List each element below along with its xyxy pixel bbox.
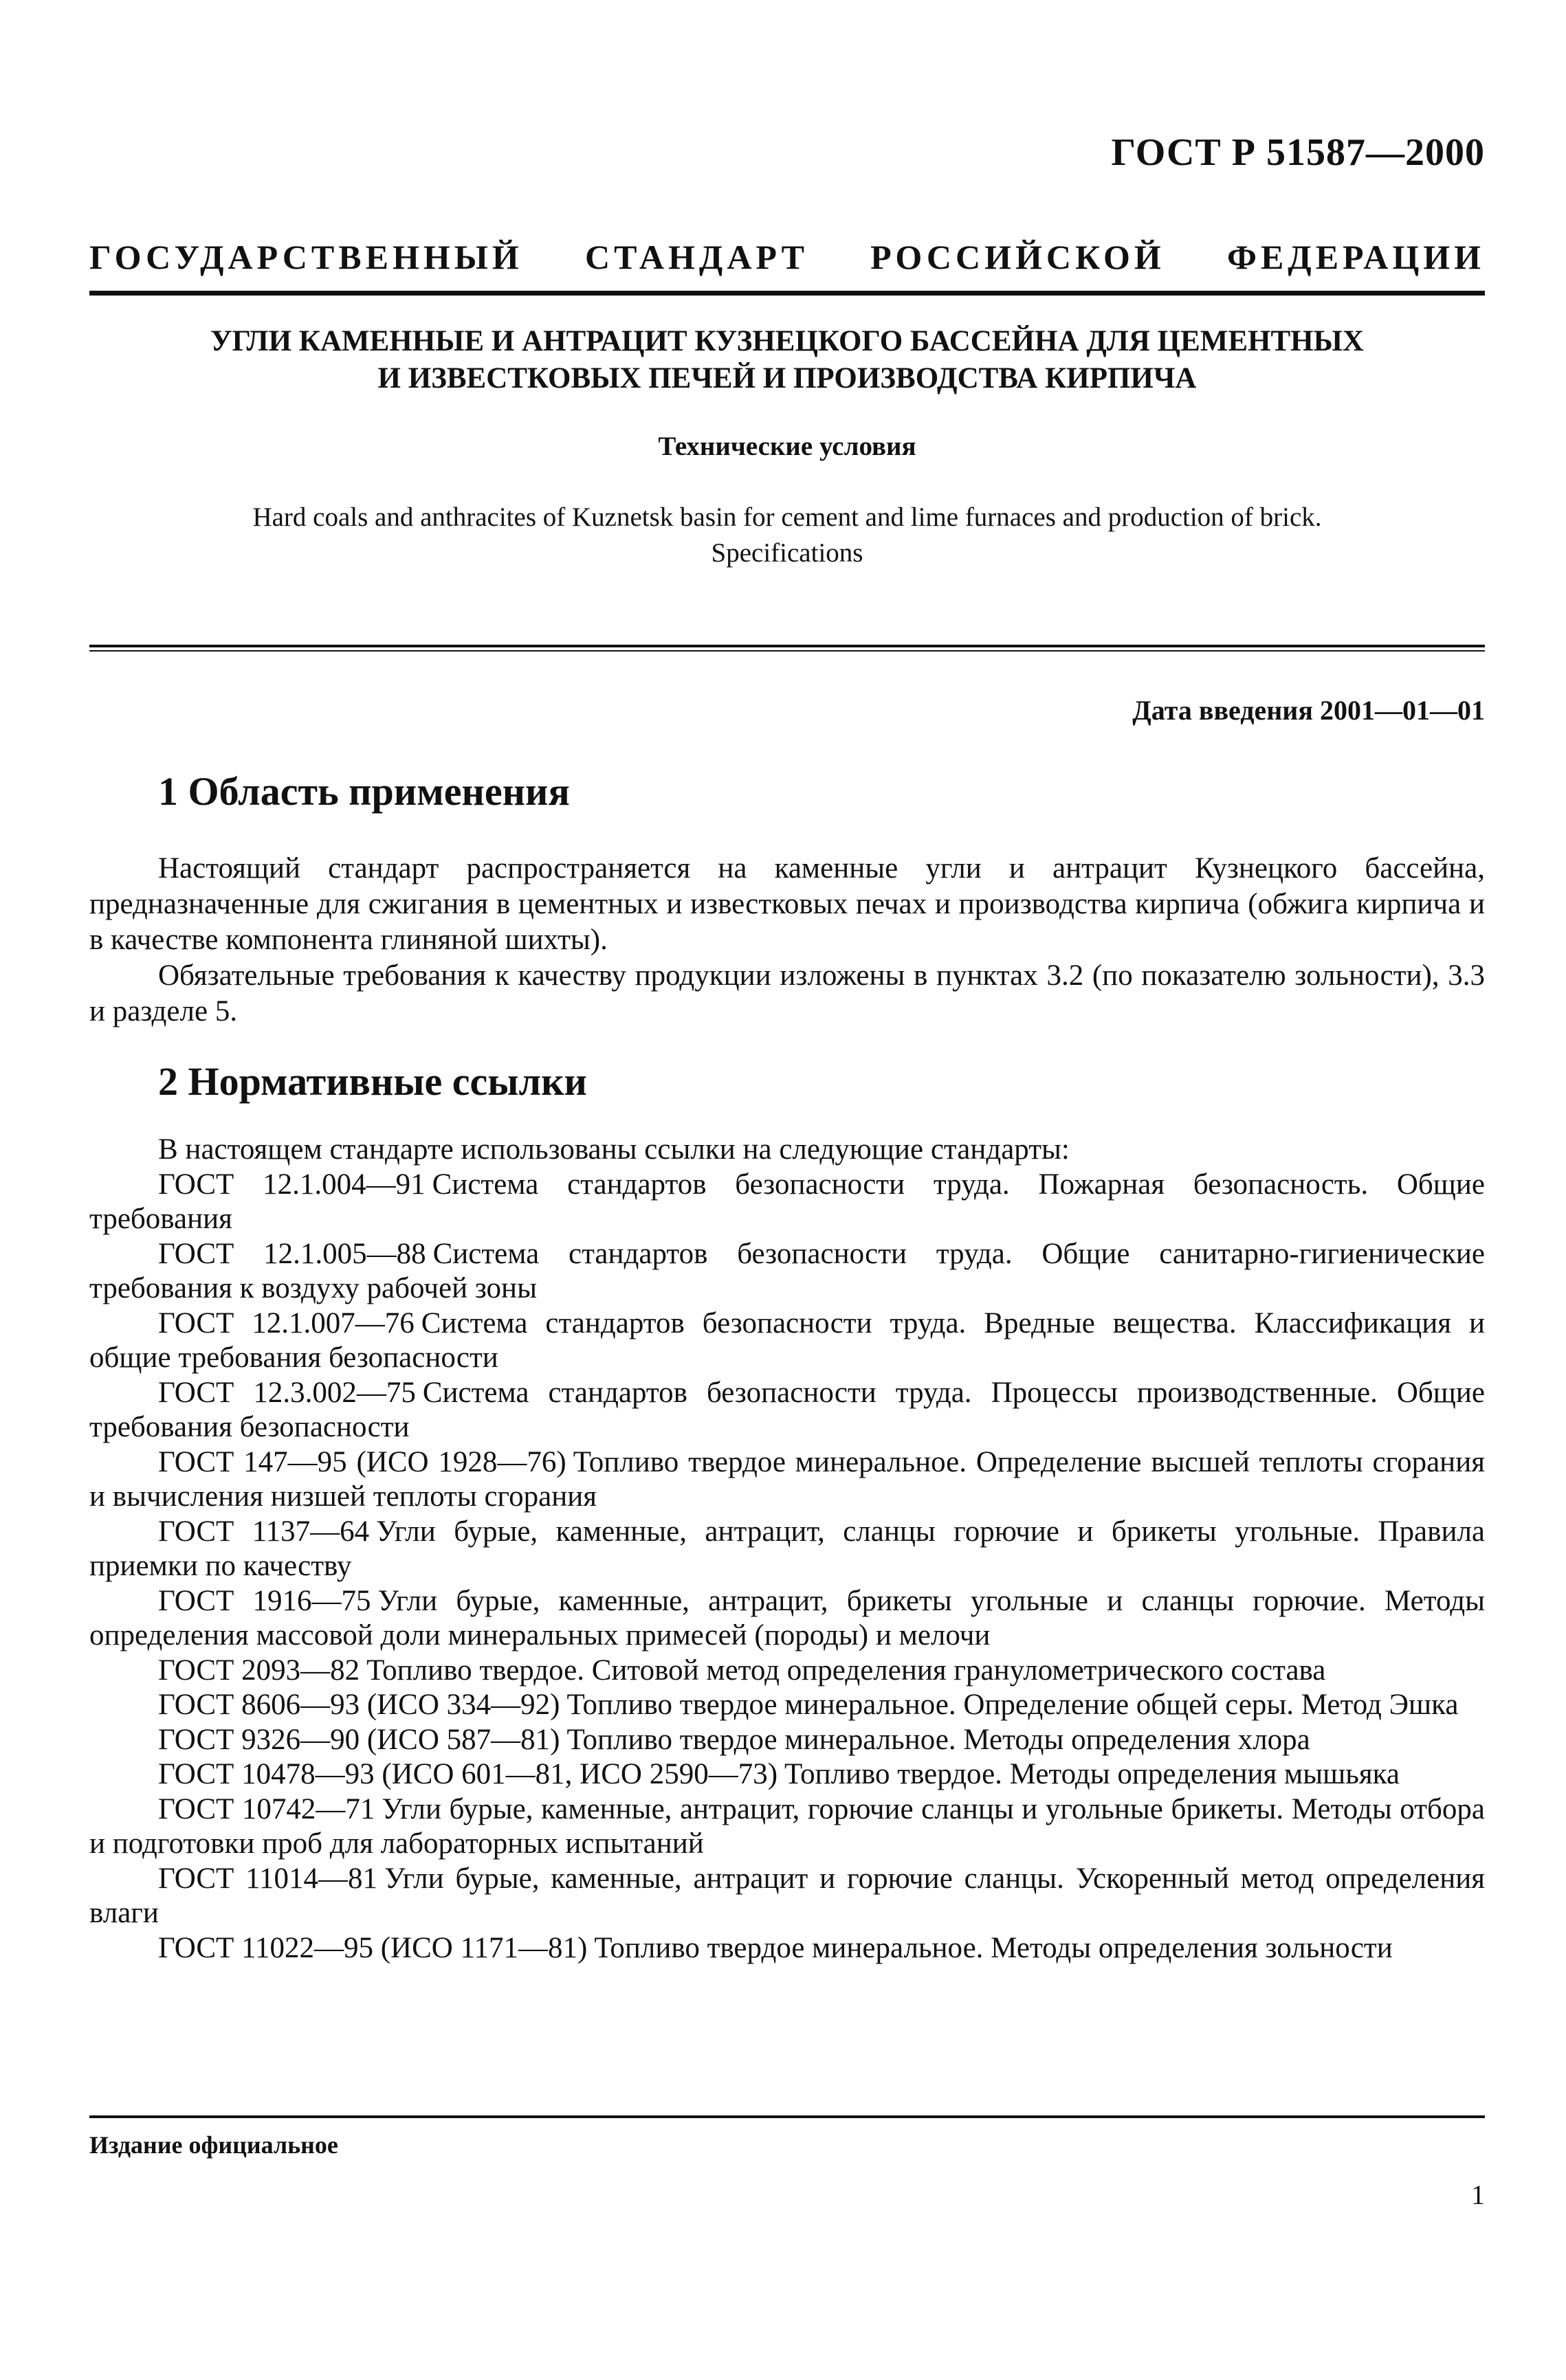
reference-code: ГОСТ 10478—93 (ИСО 601—81, ИСО 2590—73) (158, 1758, 778, 1790)
reference-item (89, 1376, 1485, 1445)
reference-code: ГОСТ 11022—95 (ИСО 1171—81) (158, 1931, 588, 1964)
reference-item (89, 1306, 1485, 1376)
reference-code: ГОСТ 2093—82 (158, 1654, 360, 1687)
reference-text: Система стандартов безопасности труда. Пожарная безопасность. Общие требования (89, 1168, 1485, 1235)
english-title (89, 500, 1485, 571)
reference-item (89, 1723, 1485, 1758)
reference-text: Топливо твердое минеральное. Определение высшей теплоты сгорания и вычисления низшей теплоты сгорания (89, 1445, 1485, 1513)
introduction-date: Дата введения 2001—01—01 (1132, 695, 1485, 726)
title-line-2: И ИЗВЕСТКОВЫХ ПЕЧЕЙ И ПРОИЗВОДСТВА КИРПИЧА (377, 362, 1197, 394)
state-standard-heading: ГОСУДАРСТВЕННЫЙ СТАНДАРТ РОССИЙСКОЙ ФЕДЕРАЦИИ (89, 238, 1485, 276)
title-line-1: УГЛИ КАМЕННЫЕ И АНТРАЦИТ КУЗНЕЦКОГО БАССЕЙНА ДЛЯ ЦЕМЕНТНЫХ (210, 325, 1364, 357)
reference-code: ГОСТ 8606—93 (ИСО 334—92) (158, 1689, 560, 1721)
reference-item (89, 1862, 1485, 1931)
official-edition-label: Издание официальное (89, 2131, 338, 2159)
reference-text: Топливо твердое. Ситовой метод определения гранулометрического состава (366, 1654, 1326, 1687)
reference-text: Угли бурые, каменные, антрацит, горючие сланцы и угольные брикеты. Методы отбора и подготовки проб для лабораторных испытаний (89, 1792, 1485, 1860)
references-intro: В настоящем стандарте использованы ссылки на следующие стандарты: (158, 1133, 1070, 1166)
reference-text: Система стандартов безопасности труда. Общие санитарно-гигиенические требования к воздуху рабочей зоны (89, 1237, 1485, 1304)
reference-code: ГОСТ 9326—90 (ИСО 587—81) (158, 1723, 560, 1756)
section-2-heading: 2 Нормативные ссылки (158, 1059, 587, 1104)
reference-code: ГОСТ 11014—81 (158, 1862, 378, 1895)
reference-text: Топливо твердое минеральное. Методы определения зольности (594, 1931, 1393, 1964)
reference-item (89, 1688, 1485, 1723)
reference-text: Топливо твердое минеральное. Методы определения хлора (566, 1723, 1310, 1756)
normative-references (89, 1133, 1485, 1966)
reference-text: Топливо твердое минеральное. Определение общей серы. Метод Эшка (566, 1689, 1459, 1721)
reference-code: ГОСТ 12.1.005—88 (158, 1237, 426, 1270)
reference-code: ГОСТ 12.1.007—76 (158, 1306, 415, 1339)
reference-text: Угли бурые, каменные, антрацит, брикеты угольные и сланцы горючие. Методы определения массовой доли минеральных примесей (породы) и мелочи (89, 1584, 1485, 1651)
document-title (89, 323, 1485, 397)
gost-number: ГОСТ Р 51587—2000 (1111, 131, 1485, 174)
reference-item (89, 1515, 1485, 1584)
section-1-paragraph: Настоящий стандарт распространяется на каменные угли и антрацит Кузнецкого бассейна, предназначенные для сжигания в цементных и известковых печах и производства кирпича (обжига кирпича и в качестве компонента глиняной шихты). (89, 852, 1485, 956)
english-title-line-2: Specifications (711, 538, 863, 568)
page-number: 1 (1471, 2179, 1485, 2210)
section-1-body (89, 851, 1485, 1030)
reference-item (89, 1584, 1485, 1654)
reference-code: ГОСТ 1137—64 (158, 1515, 370, 1548)
document-subtitle: Технические условия (658, 432, 916, 461)
reference-code: ГОСТ 12.3.002—75 (158, 1376, 416, 1409)
reference-text: Система стандартов безопасности труда. Процессы производственные. Общие требования безопасности (89, 1376, 1485, 1443)
reference-text: Топливо твердое. Методы определения мышьяка (784, 1758, 1400, 1790)
reference-code: ГОСТ 1916—75 (158, 1584, 371, 1617)
reference-text: Угли бурые, каменные, антрацит, сланцы горючие и брикеты угольные. Правила приемки по качеству (89, 1515, 1486, 1582)
reference-text: Система стандартов безопасности труда. Вредные вещества. Классификация и общие требования безопасности (89, 1306, 1485, 1374)
reference-item (89, 1168, 1485, 1237)
english-title-line-1: Hard coals and anthracites of Kuznetsk basin for cement and lime furnaces and production of brick. (252, 502, 1322, 532)
reference-item (89, 1757, 1485, 1792)
reference-item (89, 1445, 1485, 1515)
reference-item (89, 1237, 1485, 1306)
reference-item (89, 1654, 1485, 1689)
reference-item (89, 1931, 1485, 1966)
reference-code: ГОСТ 12.1.004—91 (158, 1168, 426, 1201)
section-1-heading: 1 Область применения (158, 769, 570, 814)
section-1-paragraph: Обязательные требования к качеству продукции изложены в пунктах 3.2 (по показателю зольности), 3.3 и разделе 5. (89, 959, 1485, 1027)
footer-rule (89, 2115, 1485, 2118)
reference-text: Угли бурые, каменные, антрацит и горючие сланцы. Ускоренный метод определения влаги (89, 1862, 1486, 1929)
reference-item (89, 1792, 1485, 1862)
reference-code: ГОСТ 147—95 (ИСО 1928—76) (158, 1445, 566, 1478)
title-rule (89, 645, 1485, 652)
reference-code: ГОСТ 10742—71 (158, 1792, 375, 1825)
header-rule (89, 291, 1485, 296)
